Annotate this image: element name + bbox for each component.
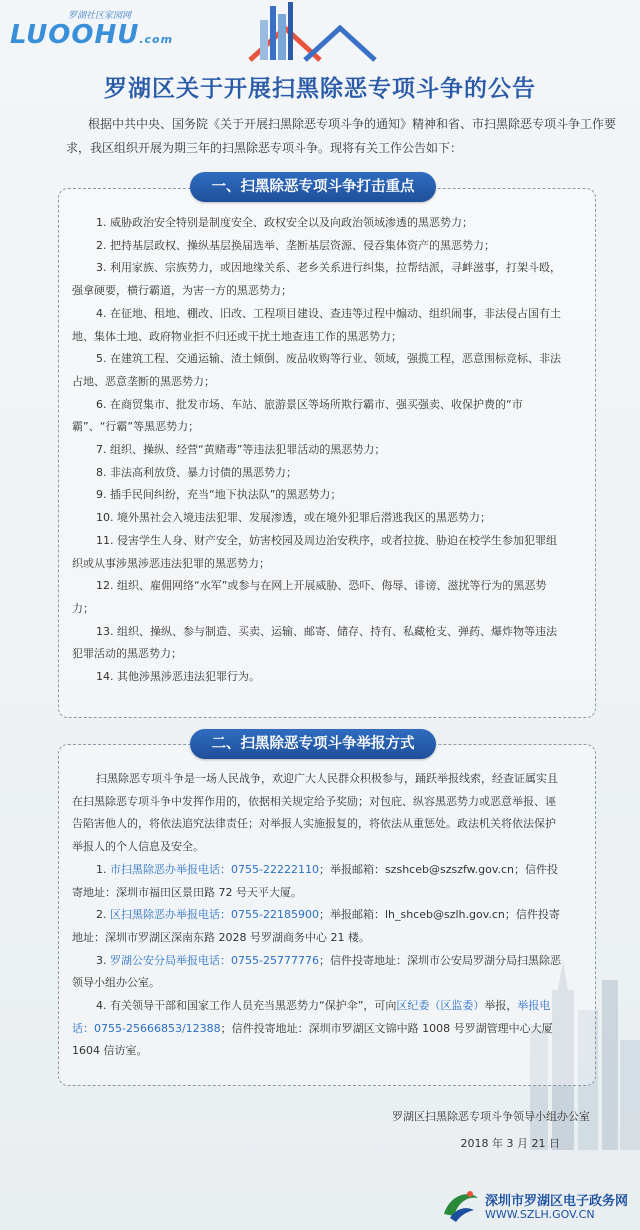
report-intro-paragraph: 扫黑除恶专项斗争是一场人民战争，欢迎广大人民群众积极参与，踊跃举报线索，经查证属实且在扫黑除恶专项斗争中发挥作用的，依据相关规定给予奖励；对包庇、纵容黑恶势力或恶意举报、诬告陷害他人的，将依法追究法律责任；对举报人实施报复的，将依法从重惩处。政法机关将依法保护举报人的个人信息及安全。 <box>72 772 558 854</box>
report-item-2-rest: ；举报邮箱：lh_shceb@szlh.gov.cn；信件投寄地址：深圳市罗湖区深南东路 2028 号罗湖商务中心 21 楼。 <box>72 908 560 944</box>
section2-content <box>72 768 566 1063</box>
logo-suffix: .com <box>139 33 174 46</box>
report-item-1-num: 1. <box>96 862 110 876</box>
report-item-1-rest: ；举报邮箱：szshceb@szszfw.gov.cn；信件投寄地址：深圳市福田区景田路 72 号天平大厦。 <box>72 862 559 899</box>
strike-focus-item: 5. 在建筑工程、交通运输、渣土倾倒、废品收购等行业、领域，强揽工程，恶意围标竞标、非法占地、恶意垄断的黑恶势力； <box>72 352 561 388</box>
intro-paragraph <box>66 112 626 160</box>
report-item-3 <box>72 950 566 995</box>
report-discipline-committee[interactable]: 区纪委（区监委） <box>396 999 485 1013</box>
report-item-3-num: 3. <box>96 953 110 967</box>
footer-site-url[interactable]: WWW.SZLH.GOV.CN <box>485 1208 595 1221</box>
report-item-1 <box>72 859 566 904</box>
section2-heading: 二、扫黑除恶专项斗争举报方式 <box>190 729 436 759</box>
logo-tagline: 罗湖社区家园网 <box>68 11 132 21</box>
report-phone-police[interactable]: 罗湖公安分局举报电话：0755-25777776 <box>110 953 319 967</box>
strike-focus-item: 1. 威胁政治安全特别是制度安全、政权安全以及向政治领域渗透的黑恶势力； <box>96 216 473 229</box>
report-item-4-mid: 举报， <box>484 999 518 1013</box>
strike-focus-item: 9. 插手民间纠纷，充当“地下执法队”的黑恶势力； <box>96 488 342 502</box>
signature-block <box>392 1103 590 1157</box>
report-item-4 <box>72 995 566 1063</box>
page-title: 罗湖区关于开展扫黑除恶专项斗争的公告 <box>104 76 536 102</box>
report-item-4-rest: ；信件投寄地址：深圳市罗湖区文锦中路 1008 号罗湖管理中心大厦 1604 信访室。 <box>72 1021 553 1058</box>
strike-focus-item: 2. 把持基层政权、操纵基层换届选举、垄断基层资源、侵吞集体资产的黑恶势力； <box>96 238 495 252</box>
report-phone-city[interactable]: 市扫黑除恶办举报电话：0755-22222110 <box>110 862 319 876</box>
report-item-3-rest: ；信件投寄地址：深圳市公安局罗湖分局扫黑除恶领导小组办公室。 <box>72 953 561 990</box>
strike-focus-item: 11. 侵害学生人身、财产安全，妨害校园及周边治安秩序，或者拉拢、胁迫在校学生参加犯罪组织或从事涉黑涉恶违法犯罪的黑恶势力； <box>72 533 557 570</box>
section1-list <box>72 212 566 689</box>
strike-focus-item: 7. 组织、操纵、经营“黄赌毒”等违法犯罪活动的黑恶势力； <box>96 443 386 457</box>
strike-focus-item: 3. 利用家族、宗族势力，或因地缘关系、老乡关系进行纠集，拉帮结派，寻衅滋事，打架斗殴，强拿硬要，横行霸道，为害一方的黑恶势力； <box>72 261 561 298</box>
header-building-decoration <box>230 0 400 66</box>
report-phone-discipline[interactable]: 举报电话：0755-25666853/12388 <box>72 999 551 1035</box>
strike-focus-item: 13. 组织、操纵、参与制造、买卖、运输、邮寄、储存、持有、私藏枪支、弹药、爆炸物等违法犯罪活动的黑恶势力； <box>72 624 557 661</box>
strike-focus-item: 14. 其他涉黑涉恶违法犯罪行为。 <box>96 670 260 684</box>
logo-main: LUOOHU <box>10 20 140 50</box>
signing-organization: 罗湖区扫黑除恶专项斗争领导小组办公室 <box>392 1110 590 1123</box>
strike-focus-item: 6. 在商贸集市、批发市场、车站、旅游景区等场所欺行霸市、强买强卖、收保护费的“市霸”、“行霸”等黑恶势力； <box>72 397 523 434</box>
footer-site-name: 深圳市罗湖区电子政务网 <box>485 1194 629 1209</box>
footer-brand[interactable] <box>440 1186 640 1226</box>
report-item-2-num: 2. <box>96 908 110 922</box>
government-logo-icon <box>440 1186 482 1224</box>
site-logo[interactable] <box>10 8 174 50</box>
section1-heading: 一、扫黑除恶专项斗争打击重点 <box>190 172 436 202</box>
strike-focus-item: 12. 组织、雇佣网络“水军”或参与在网上开展威胁、恐吓、侮辱、诽谤、滋扰等行为的黑恶势力； <box>72 579 547 615</box>
report-phone-district[interactable]: 区扫黑除恶办举报电话：0755-22185900 <box>110 908 319 922</box>
report-item-4-lead: 4. 有关领导干部和国家工作人员充当黑恶势力“保护伞”，可向 <box>96 999 397 1013</box>
signing-date: 2018 年 3 月 21 日 <box>460 1137 560 1150</box>
intro-text: 根据中共中央、国务院《关于开展扫黑除恶专项斗争的通知》精神和省、市扫黑除恶专项斗争工作要求，我区组织开展为期三年的扫黑除恶专项斗争。现将有关工作公告如下： <box>66 117 617 155</box>
report-item-2 <box>72 904 566 949</box>
logo-text <box>10 20 173 50</box>
strike-focus-item: 8. 非法高利放贷、暴力讨债的黑恶势力； <box>96 465 297 479</box>
strike-focus-item: 4. 在征地、租地、棚改、旧改、工程项目建设、查违等过程中煽动、组织闹事，非法侵占国有土地、集体土地、政府物业拒不归还或干扰土地查违工作的黑恶势力； <box>72 306 561 343</box>
strike-focus-item: 10. 境外黑社会入境违法犯罪、发展渗透，或在境外犯罪后潜逃我区的黑恶势力； <box>96 511 491 525</box>
